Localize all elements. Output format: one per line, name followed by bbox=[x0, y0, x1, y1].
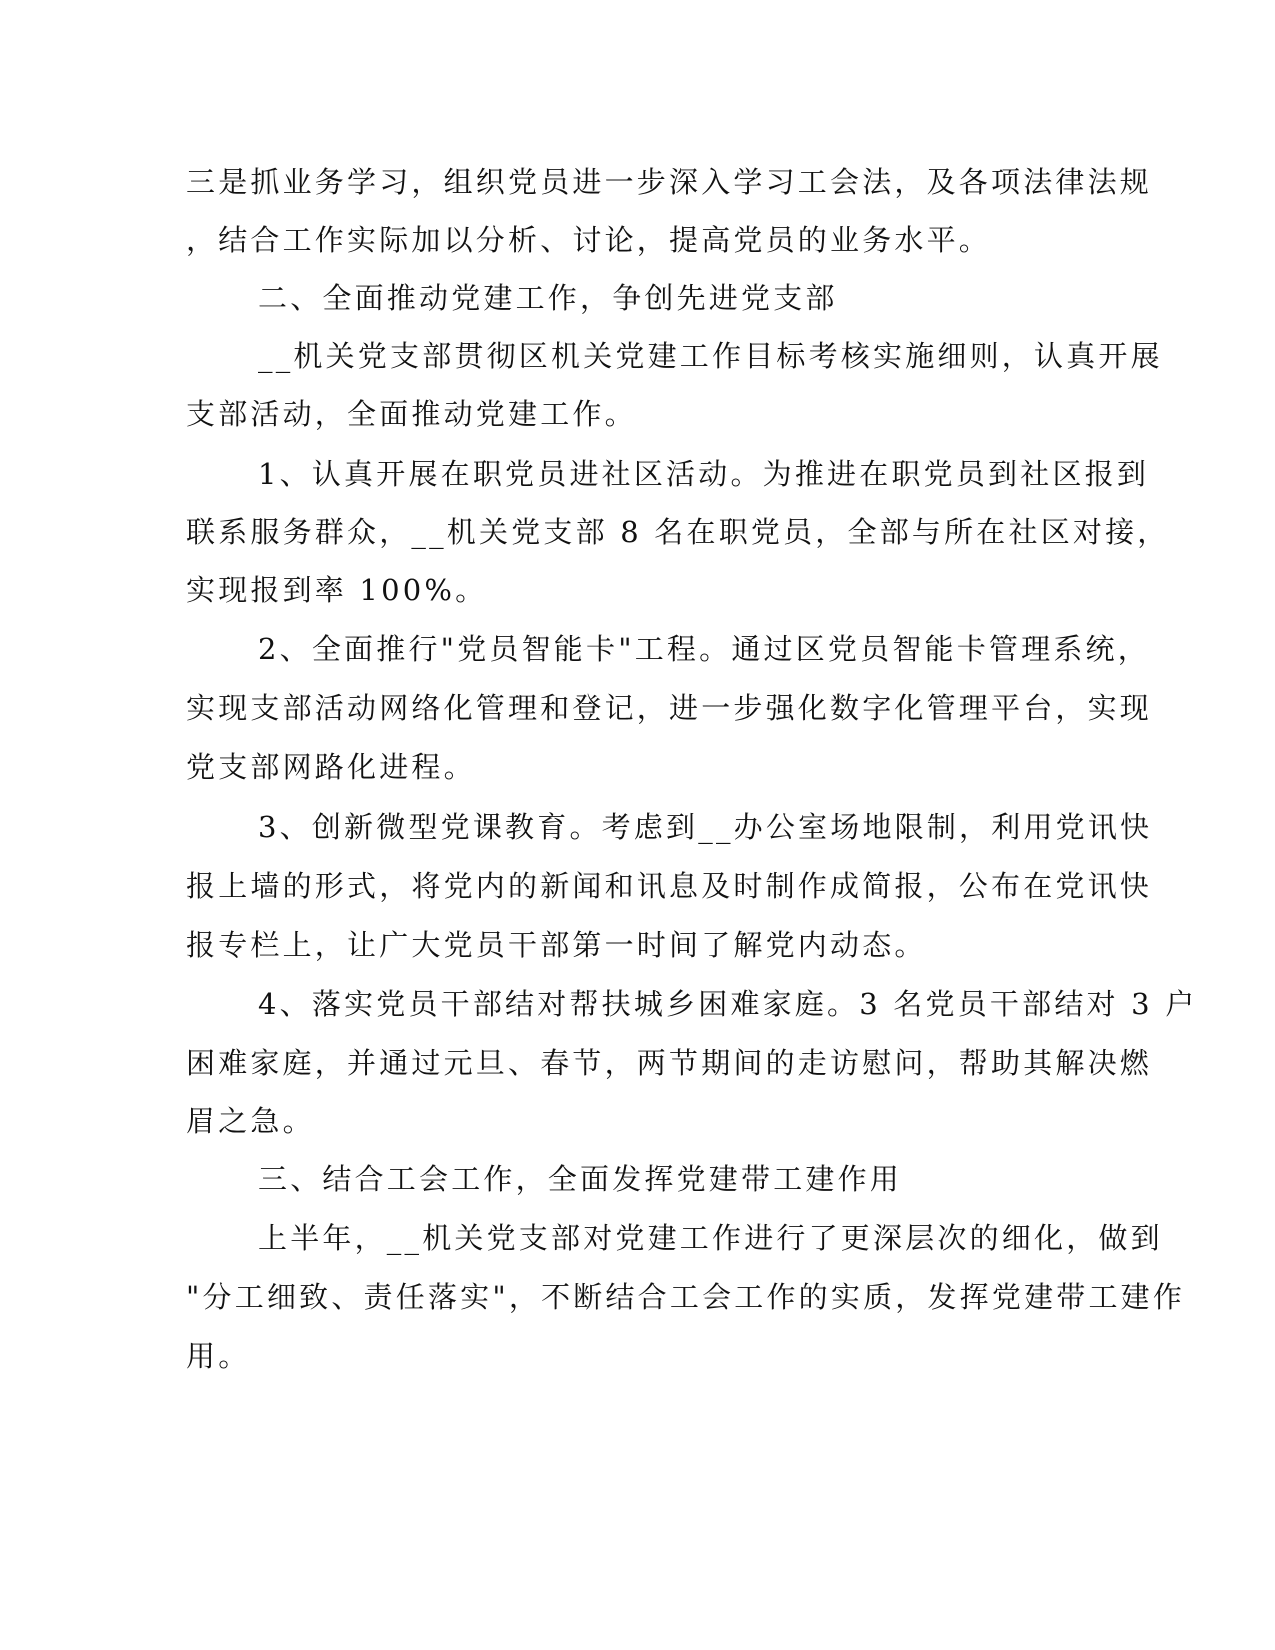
body-text-line: 3、创新微型党课教育。考虑到__办公室场地限制，利用党讯快 bbox=[258, 810, 1153, 844]
section-heading: 二、全面推动党建工作，争创先进党支部 bbox=[258, 281, 838, 315]
body-text-line: 党支部网路化进程。 bbox=[186, 750, 476, 784]
body-text-line: 实现报到率 100%。 bbox=[186, 573, 488, 607]
body-text-line: 三是抓业务学习，组织党员进一步深入学习工会法，及各项法律法规 bbox=[186, 165, 1153, 199]
body-text-line: 支部活动，全面推动党建工作。 bbox=[186, 397, 637, 431]
body-text-line: "分工细致、责任落实"，不断结合工会工作的实质，发挥党建带工建作 bbox=[186, 1280, 1186, 1314]
body-text-line: 用。 bbox=[186, 1339, 251, 1373]
body-text-line: 报上墙的形式，将党内的新闻和讯息及时制作成简报，公布在党讯快 bbox=[186, 869, 1153, 903]
body-text-line: 2、全面推行"党员智能卡"工程。通过区党员智能卡管理系统， bbox=[258, 632, 1150, 666]
body-text-line: 眉之急。 bbox=[186, 1104, 315, 1138]
body-text-line: 上半年，__机关党支部对党建工作进行了更深层次的细化，做到 bbox=[258, 1221, 1163, 1255]
body-text-line: 4、落实党员干部结对帮扶城乡困难家庭。3 名党员干部结对 3 户 bbox=[258, 987, 1198, 1021]
body-text-line: 困难家庭，并通过元旦、春节，两节期间的走访慰问，帮助其解决燃 bbox=[186, 1046, 1153, 1080]
body-text-line: __机关党支部贯彻区机关党建工作目标考核实施细则，认真开展 bbox=[258, 339, 1163, 373]
body-text-line: 联系服务群众，__机关党支部 8 名在职党员，全部与所在社区对接， bbox=[186, 515, 1170, 549]
section-heading: 三、结合工会工作，全面发挥党建带工建作用 bbox=[258, 1162, 903, 1196]
body-text-line: 1、认真开展在职党员进社区活动。为推进在职党员到社区报到 bbox=[258, 457, 1150, 491]
body-text-line: ，结合工作实际加以分析、讨论，提高党员的业务水平。 bbox=[186, 223, 992, 257]
body-text-line: 报专栏上，让广大党员干部第一时间了解党内动态。 bbox=[186, 928, 927, 962]
body-text-line: 实现支部活动网络化管理和登记，进一步强化数字化管理平台，实现 bbox=[186, 691, 1153, 725]
